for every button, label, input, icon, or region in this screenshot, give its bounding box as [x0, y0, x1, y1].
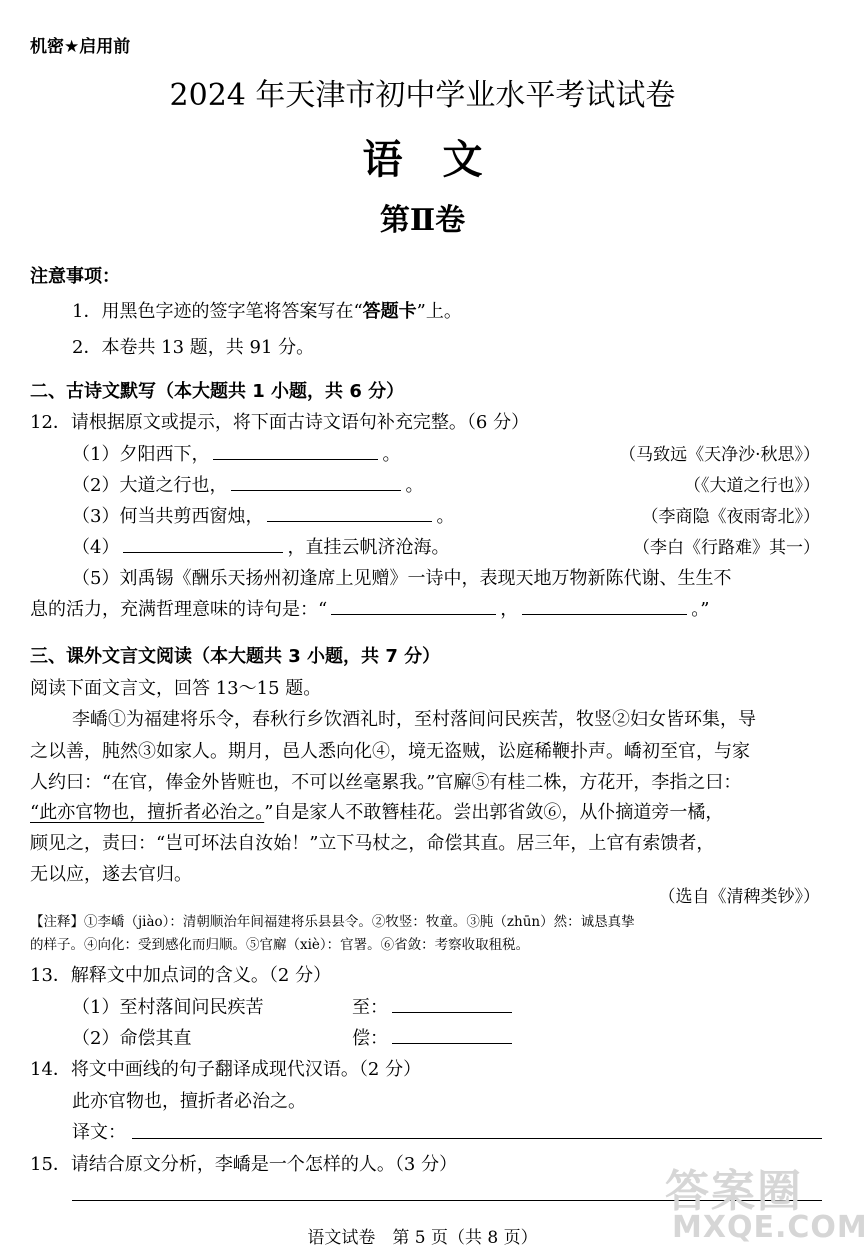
- exam-title: 2024 年天津市初中学业水平考试试卷: [169, 78, 676, 113]
- passage-line-3: 人约曰：“在官，俸金外皆赃也，不可以丝毫累我。”官廨⑤有桂二株，方花开，李指之曰：: [30, 772, 742, 793]
- notice-title: 注意事项：: [30, 266, 120, 287]
- subject-title: 语 文: [362, 136, 483, 183]
- notes-line-2: 的样子。④向化：受到感化而归顺。⑤官廨（xiè）：官署。⑥省敛：考察收取租税。: [30, 937, 530, 953]
- notice-item-1: 1．用黑色字迹的签字笔将答案写在“答题卡”上。: [72, 301, 462, 322]
- passage-line-2: 之以善，肫然③如家人。期月，邑人悉向化④，境无盗贼，讼庭稀鞭扑声。嶠初至官，与家: [30, 741, 750, 762]
- question-15: 15．请结合原文分析，李嶠是一个怎样的人。（3 分）: [30, 1154, 458, 1175]
- watermark-url: MXQE.COM: [672, 1210, 868, 1245]
- volume-title: 第Ⅱ卷: [379, 203, 466, 238]
- question-12: 12．请根据原文或提示，将下面古诗文语句补充完整。（6 分）: [30, 412, 530, 433]
- q14-answer-line: [132, 1138, 822, 1139]
- page-footer: 语文试卷 第 5 页（共 8 页）: [307, 1228, 538, 1248]
- notes-line-1: 【注释】①李嶠（jiào）：清朝顺治年间福建将乐县县令。②牧竖：牧童。③肫（zhūn）然：诚恳真挚: [30, 914, 635, 930]
- q12-item-5-line1: （5）刘禹锡《酬乐天扬州初逢席上见赠》一诗中，表现天地万物新陈代谢、生生不: [72, 568, 732, 589]
- question-13: 13．解释文中加点词的含义。（2 分）: [30, 965, 332, 986]
- q13-item-1: （1）至村落间问民疾苦: [72, 997, 264, 1018]
- watermark-logo: 答案圈: [665, 1166, 803, 1217]
- q13-word-1: 至：: [352, 993, 516, 1019]
- section3-title: 三、课外文言文阅读（本大题共 3 小题，共 7 分）: [30, 646, 441, 667]
- q12-item-3: （3）何当共剪西窗烛， 。: [72, 506, 455, 527]
- notice-item-2: 2．本卷共 13 题，共 91 分。: [72, 337, 315, 358]
- passage-line-4: “此亦官物也，擅折者必治之。”自是家人不敢簪桂花。尝出郭省敛⑥，从仆摘道旁一橘，: [30, 802, 724, 823]
- q12-item-5-line2: 息的活力，充满哲理意味的诗句是：“ ， 。”: [30, 599, 710, 620]
- question-14: 14．将文中画线的句子翻译成现代汉语。（2 分）: [30, 1059, 422, 1080]
- passage-line-6: 无以应，遂去官归。: [30, 864, 192, 885]
- q13-word-2: 偿：: [352, 1024, 516, 1050]
- passage-line-1: 李嶠①为福建将乐令，春秋行乡饮酒礼时，至村落间问民疾苦，牧竖②妇女皆环集，导: [72, 709, 756, 730]
- q12-item-1: （1）夕阳西下， 。: [72, 444, 401, 465]
- q12-item-2: （2）大道之行也， 。: [72, 475, 424, 496]
- section3-intro: 阅读下面文言文，回答 13～15 题。: [30, 678, 322, 699]
- section2-title: 二、古诗文默写（本大题共 1 小题，共 6 分）: [30, 381, 405, 402]
- q12-source-2: （《大道之行也》）: [684, 476, 820, 496]
- q12-source-3: （李商隐《夜雨寄北》）: [641, 507, 820, 527]
- q14-sentence: 此亦官物也，擅折者必治之。: [72, 1091, 306, 1112]
- q14-translation-label: 译文：: [72, 1122, 126, 1143]
- underlined-sentence: “此亦官物也，擅折者必治之。: [30, 802, 265, 823]
- q12-source-4: （李白《行路难》其一）: [633, 538, 820, 558]
- confidential-label: 机密★启用前: [30, 37, 131, 57]
- passage-line-5: 顾见之，责曰：“岂可坏法自汝始！”立下马杖之，命偿其直。居三年，上官有索馈者，: [30, 833, 715, 854]
- q13-item-2: （2）命偿其直: [72, 1028, 192, 1049]
- q12-source-1: （马致远《天净沙·秋思》）: [619, 445, 820, 465]
- q12-item-4: （4） ，直挂云帆济沧海。: [72, 537, 450, 558]
- passage-source: （选自《清稗类钞》）: [658, 887, 820, 907]
